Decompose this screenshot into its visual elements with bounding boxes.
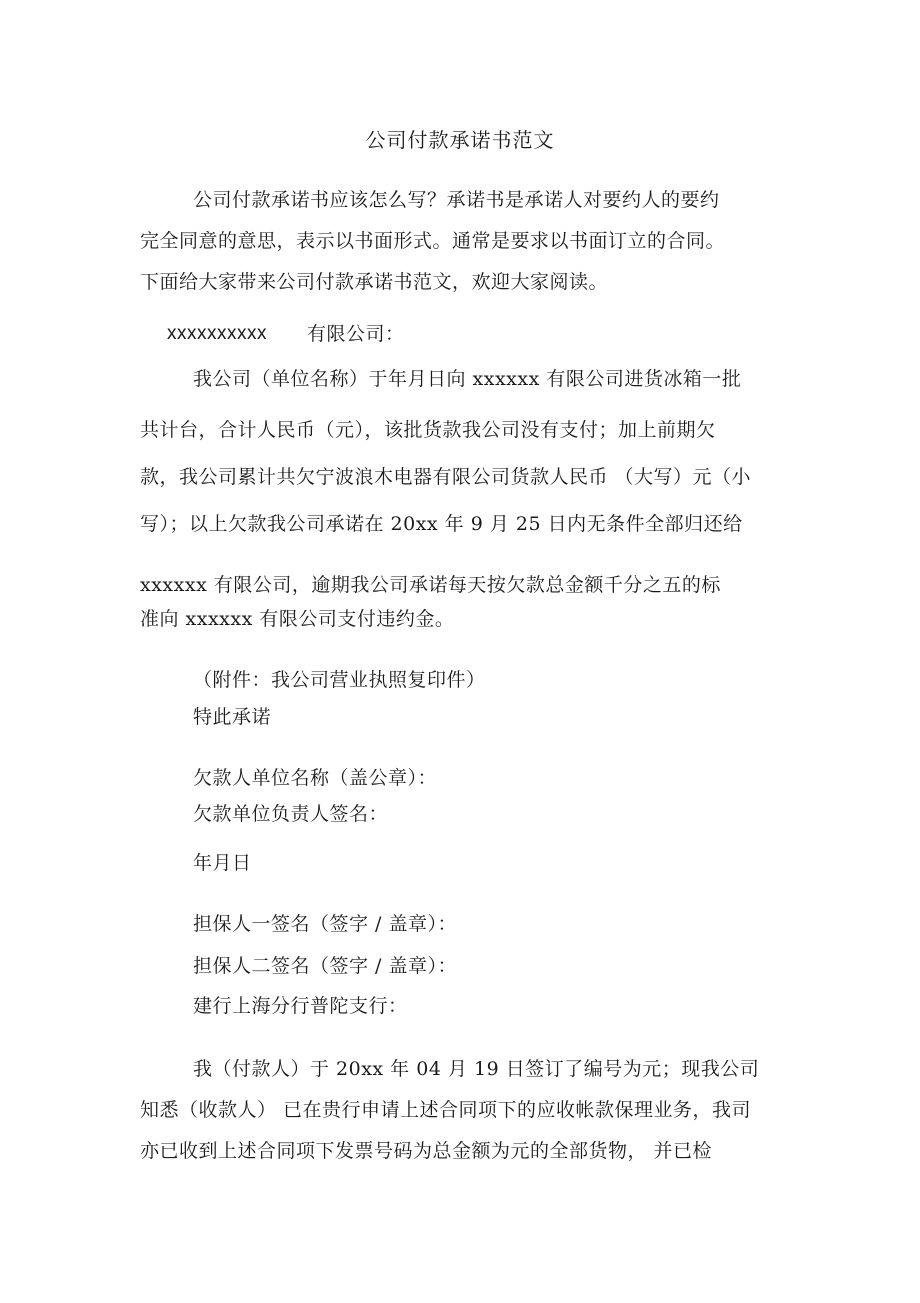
intro-line-2: 完全同意的意思，表示以书面形式。通常是要求以书面订立的合同。: [140, 230, 726, 252]
bank-addressee: 建行上海分行普陀支行：: [193, 995, 408, 1017]
body-line-5: xxxxxx 有限公司，逾期我公司承诺每天按欠款总金额千分之五的标: [140, 574, 721, 596]
guarantor-2-label: 担保人二签名（签字 / 盖章）：: [193, 955, 457, 977]
guarantor-1-label: 担保人一签名（签字 / 盖章）：: [193, 913, 457, 935]
addressee-name: xxxxxxxxxx: [167, 323, 267, 344]
debtor-unit-label: 欠款人单位名称（盖公章）：: [193, 767, 438, 789]
body-line-1: 我公司（单位名称）于年月日向 xxxxxx 有限公司进货冰箱一批: [193, 368, 742, 390]
document-title: 公司付款承诺书范文: [365, 128, 555, 152]
second-letter-line-1: 我（付款人）于 20xx 年 04 月 19 日签订了编号为元；现我公司: [193, 1058, 760, 1080]
body-line-6: 准向 xxxxxx 有限公司支付违约金。: [140, 608, 455, 630]
attachment-note: （附件：我公司营业执照复印件）: [193, 669, 486, 691]
body-line-3: 款，我公司累计共欠宁波浪木电器有限公司货款人民币 （大写）元（小: [140, 466, 752, 488]
body-line-4: 写）；以上欠款我公司承诺在 20xx 年 9 月 25 日内无条件全部归还给: [140, 513, 743, 535]
debtor-signature-label: 欠款单位负责人签名：: [193, 803, 389, 825]
second-letter-line-3: 亦已收到上述合同项下发票号码为总金额为元的全部货物， 并已检: [140, 1140, 713, 1162]
second-letter-line-2: 知悉（收款人） 已在贵行申请上述合同项下的应收帐款保理业务，我司: [140, 1099, 752, 1121]
closing-phrase: 特此承诺: [193, 706, 272, 728]
body-line-2: 共计台，合计人民币（元），该批货款我公司没有支付；加上前期欠: [140, 419, 716, 441]
date-label: 年月日: [193, 852, 252, 874]
addressee-suffix: 有限公司：: [307, 323, 405, 345]
intro-line-3: 下面给大家带来公司付款承诺书范文，欢迎大家阅读。: [140, 271, 609, 293]
intro-line-1: 公司付款承诺书应该怎么写？承诺书是承诺人对要约人的要约: [193, 189, 720, 211]
